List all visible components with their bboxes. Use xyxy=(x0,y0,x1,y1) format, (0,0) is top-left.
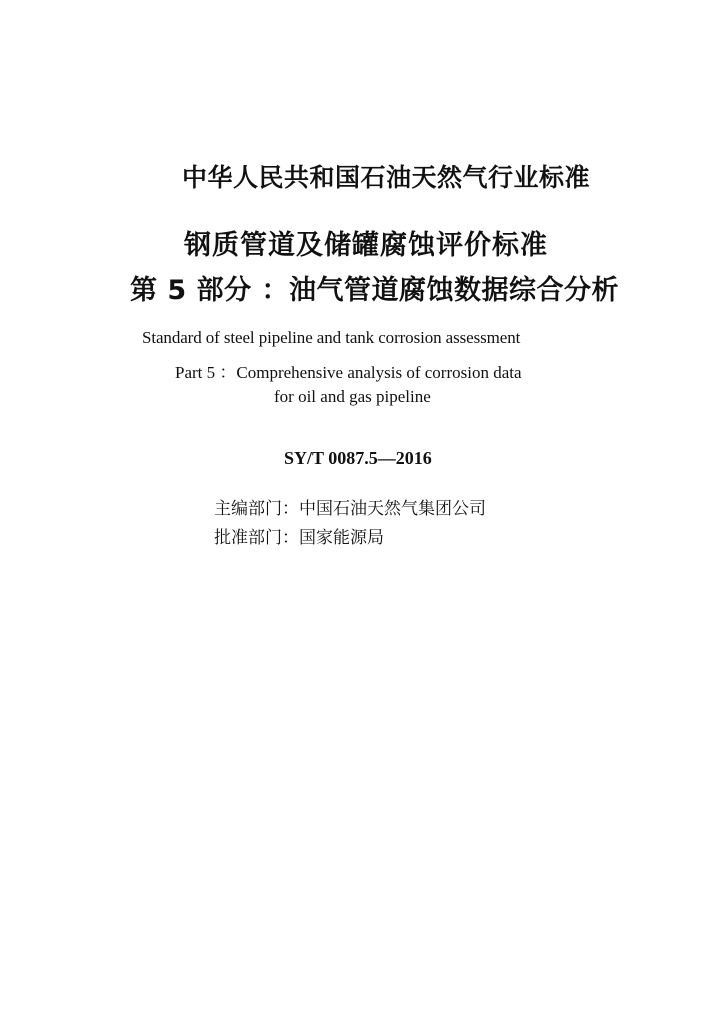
standard-title-en: Standard of steel pipeline and tank corrosion assessment xyxy=(142,328,521,347)
editor-department: 主编部门：中国石油天然气集团公司 xyxy=(214,499,486,519)
industry-standard-heading: 中华人民共和国石油天然气行业标准 xyxy=(182,163,591,192)
standard-title-cn: 钢质管道及储罐腐蚀评价标准 xyxy=(184,230,548,261)
standard-part-title-cn: 第 5 部分 ：油气管道腐蚀数据综合分析 xyxy=(130,275,619,306)
approver-department: 批准部门：国家能源局 xyxy=(214,528,384,548)
standard-part-title-en: Part 5 ：Comprehensive analysis of corrosion data xyxy=(175,363,522,382)
standard-number: SY/T 0087.5—2016 xyxy=(284,448,432,468)
standard-part-title-en-cont: for oil and gas pipeline xyxy=(274,387,431,406)
